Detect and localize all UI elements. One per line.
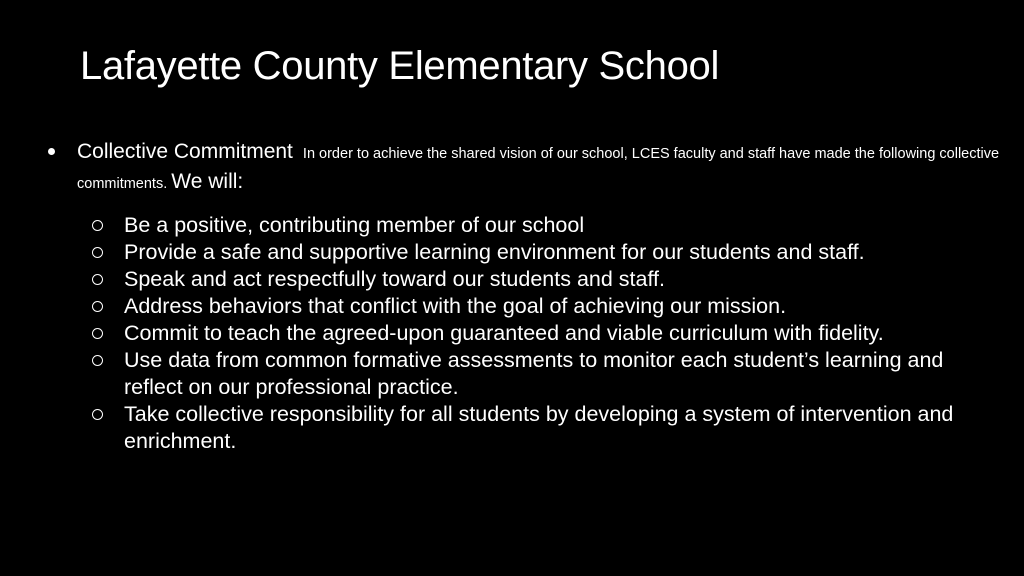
intro-heading: Collective Commitment: [77, 140, 293, 163]
list-item: [88, 266, 988, 293]
hollow-circle-bullet-icon: [92, 220, 103, 231]
hollow-circle-bullet-icon: [92, 328, 103, 339]
commitment-text: Speak and act respectfully toward our students and staff.: [124, 267, 666, 291]
hollow-circle-bullet-icon: [92, 355, 103, 366]
commitments-list: [88, 212, 988, 455]
list-item: [88, 347, 988, 401]
list-item: [88, 320, 988, 347]
commitment-text: Take collective responsibility for all students by developing a system of intervention and enrichment.: [124, 402, 954, 453]
commitment-text: Commit to teach the agreed-upon guaranteed and viable curriculum with fidelity.: [124, 321, 884, 345]
intro-description: In order to achieve the shared vision of our school, LCES faculty and staff have made the following collective commitments.: [77, 146, 1000, 192]
commitment-text: Use data from common formative assessments to monitor each student’s learning and reflect on our professional practice.: [124, 348, 944, 399]
commitment-text: Address behaviors that conflict with the goal of achieving our mission.: [124, 294, 787, 318]
slide-title: Lafayette County Elementary School: [80, 44, 720, 88]
hollow-circle-bullet-icon: [92, 274, 103, 285]
commitment-text: Provide a safe and supportive learning environment for our students and staff.: [124, 240, 865, 264]
commitment-text: Be a positive, contributing member of our school: [124, 213, 585, 237]
intro-tail: We will:: [171, 170, 244, 193]
hollow-circle-bullet-icon: [92, 409, 103, 420]
list-item: [88, 293, 988, 320]
filled-circle-bullet-icon: [48, 148, 55, 155]
list-item: [88, 401, 988, 455]
hollow-circle-bullet-icon: [92, 301, 103, 312]
intro-paragraph: [77, 138, 1008, 198]
list-item: [88, 212, 988, 239]
intro-bullet-item: [48, 138, 1008, 198]
hollow-circle-bullet-icon: [92, 247, 103, 258]
list-item: [88, 239, 988, 266]
